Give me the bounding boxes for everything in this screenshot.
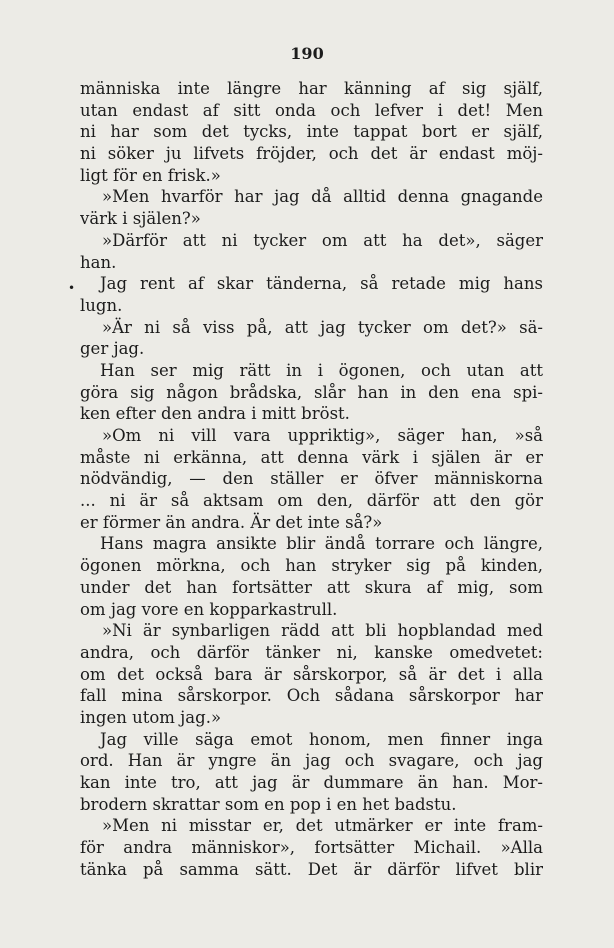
text-line: »Är ni så viss på, att jag tycker om det?» sä-: [102, 317, 543, 337]
page-number: 190: [290, 44, 324, 63]
text-line: ligt för en frisk.»: [80, 165, 221, 185]
text-line: ... ni är så aktsam om den, därför att den gör: [80, 491, 543, 511]
text-line: Jag ville säga emot honom, men finner inga: [100, 729, 543, 749]
text-line: utan endast af sitt onda och lefver i det! Men: [80, 100, 543, 120]
text-line: »Men hvarför har jag då alltid denna gnagande: [102, 187, 543, 207]
text-line: ni har som det tycks, inte tappat bort er själf,: [80, 122, 543, 142]
text-line: »Om ni vill vara uppriktig», säger han, »så: [102, 426, 543, 445]
text-line: människa inte längre har känning af sig själf,: [80, 79, 543, 98]
text-line: ken efter den andra i mitt bröst.: [80, 404, 350, 424]
text-line: om det också bara är sårskorpor, så är det i alla: [80, 664, 543, 684]
margin-mark: •: [68, 281, 76, 295]
body-text: [80, 78, 543, 880]
text-line: fall mina sårskorpor. Och sådana sårskorpor har: [80, 686, 543, 706]
text-line: för andra människor», fortsätter Michail. »Alla: [80, 838, 543, 858]
text-line: måste ni erkänna, att denna värk i själen är er: [80, 447, 543, 467]
text-line: göra sig någon brådska, slår han in den ena spi-: [80, 382, 543, 402]
text-line: nödvändig, — den ställer er öfver människorna: [80, 469, 543, 489]
text-line: lugn.: [80, 295, 123, 315]
text-line: ögonen mörkna, och han stryker sig på kinden,: [80, 556, 543, 576]
text-line: er förmer än andra. Är det inte så?»: [80, 512, 383, 532]
text-line: »Därför att ni tycker om att ha det», säger: [102, 230, 543, 250]
text-line: kan inte tro, att jag är dummare än han. Mor-: [80, 773, 543, 792]
text-line: ord. Han är yngre än jag och svagare, och jag: [80, 751, 543, 771]
text-line: Han ser mig rätt in i ögonen, och utan att: [100, 360, 543, 380]
text-line: andra, och därför tänker ni, kanske omedvetet:: [80, 642, 543, 662]
text-line: värk i själen?»: [80, 209, 201, 229]
text-line: Hans magra ansikte blir ändå torrare och längre,: [100, 534, 543, 554]
text-line: ingen utom jag.»: [80, 707, 222, 727]
text-line: »Men ni misstar er, det utmärker er inte fram-: [102, 816, 543, 836]
text-line: under det han fortsätter att skura af mig, som: [80, 577, 543, 597]
text-line: tänka på samma sätt. Det är därför lifvet blir: [80, 859, 543, 879]
text-line: ger jag.: [80, 339, 145, 359]
text-line: om jag vore en kopparkastrull.: [80, 599, 338, 619]
text-line: Jag rent af skar tänderna, så retade mig hans: [100, 274, 543, 294]
text-line: han.: [80, 252, 117, 272]
text-line: »Ni är synbarligen rädd att bli hopblandad med: [102, 621, 543, 641]
text-line: ni söker ju lifvets fröjder, och det är endast möj-: [80, 144, 543, 164]
text-line: brodern skrattar som en pop i en het badstu.: [80, 794, 457, 814]
